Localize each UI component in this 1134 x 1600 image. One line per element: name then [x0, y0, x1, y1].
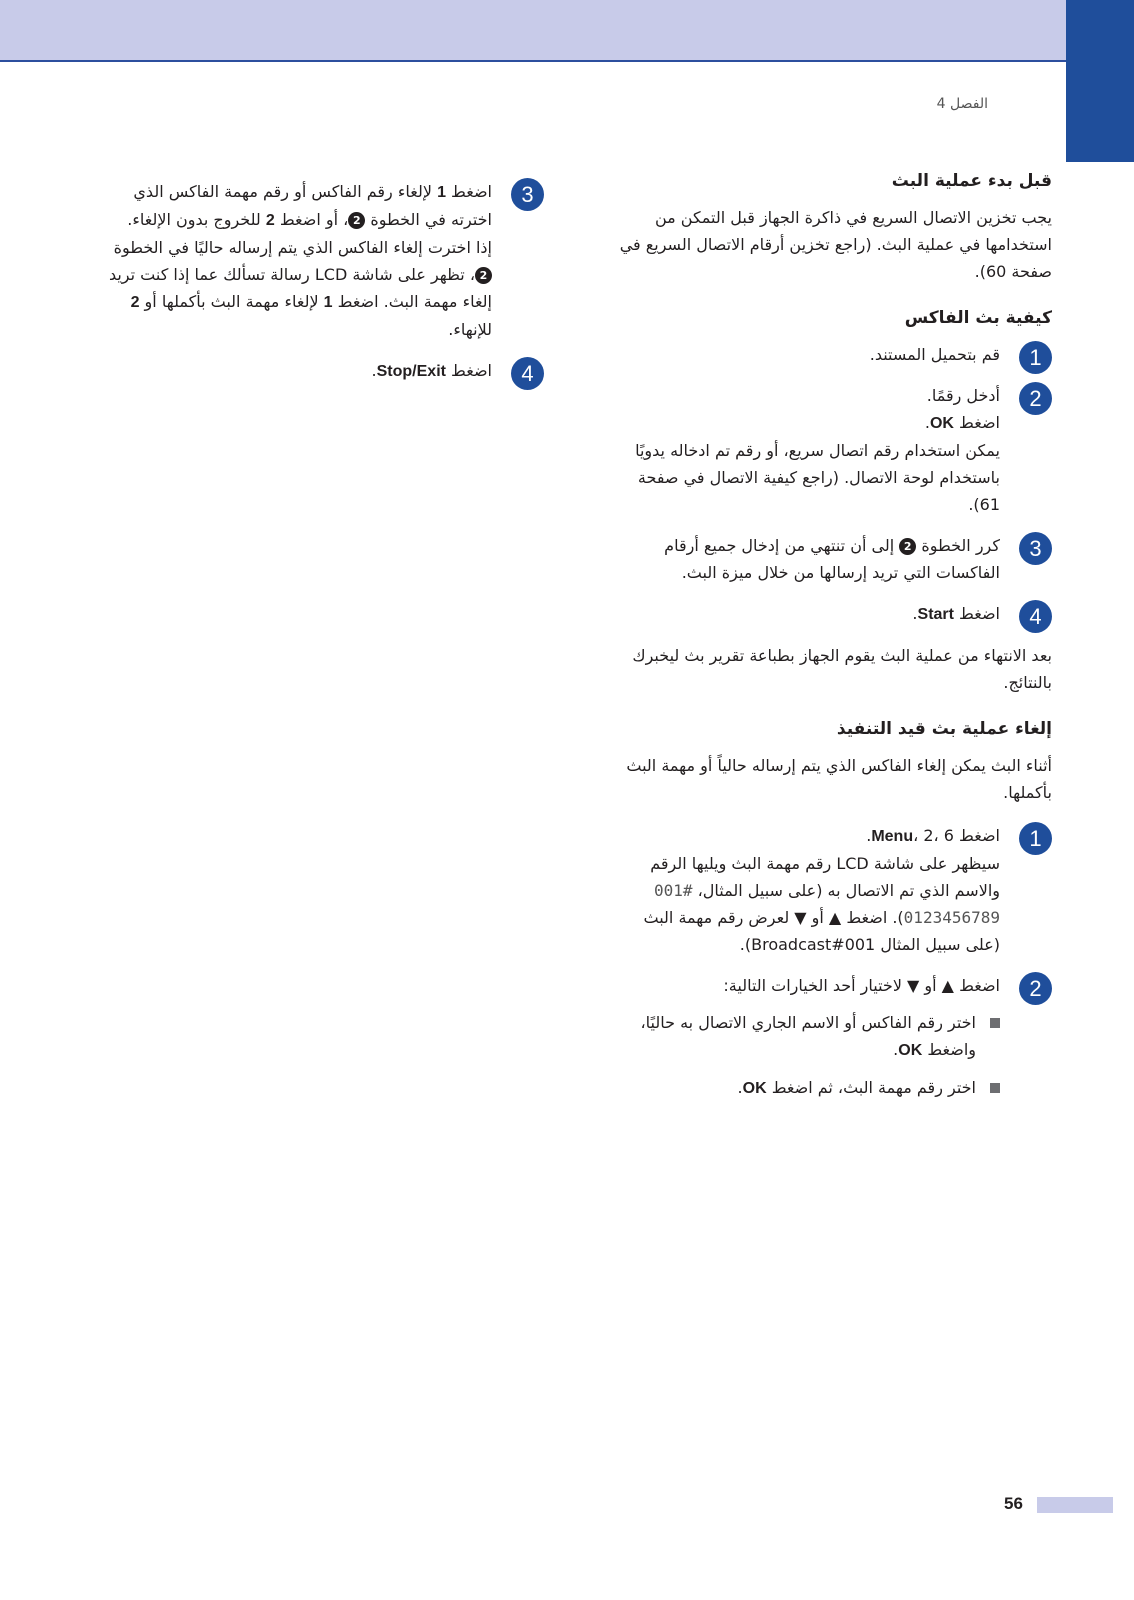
- step-text: كرر الخطوة 2 إلى أن تنتهي من إدخال جميع أرقام الفاكسات التي تريد إرسالها من خلال ميزة البث.: [664, 536, 1000, 583]
- section-title: كيفية بث الفاكس: [904, 308, 1052, 329]
- bullet-icon: [990, 1083, 1000, 1093]
- step-text: اضغط 1 لإلغاء رقم الفاكس أو رقم مهمة الفاكس الذي اخترته في الخطوة 2، أو اضغط 2 للخروج بدون الإلغاء.: [127, 182, 492, 229]
- step-text: قم بتحميل المستند.: [869, 345, 1000, 365]
- chapter-tab: [1066, 0, 1134, 162]
- section-title: قبل بدء عملية البث: [891, 171, 1052, 191]
- section-title: إلغاء عملية بث قيد التنفيذ: [836, 719, 1052, 740]
- step-text: اضغط Stop/Exit.: [371, 361, 492, 380]
- step: [612, 600, 1052, 628]
- step: [612, 341, 1052, 371]
- section-body: يجب تخزين الاتصال السريع في ذاكرة الجهاز قبل التمكن من استخدامها في عملية البث. (راجع تخزين أرقام الاتصال السريع في صفحة 60).: [619, 208, 1052, 282]
- header-band: [0, 0, 1066, 62]
- page-number: 56: [1004, 1494, 1023, 1513]
- list-item: اختر رقم الفاكس أو الاسم الجاري الاتصال به حاليًا، واضغط OK.: [612, 1009, 1000, 1064]
- step-number: 3: [511, 178, 544, 211]
- list-item: اختر رقم مهمة البث، ثم اضغط OK.: [612, 1074, 1000, 1102]
- step-ref-badge: 2: [475, 267, 492, 284]
- step-note: يمكن استخدام رقم اتصال سريع، أو رقم تم ادخاله يدويًا باستخدام لوحة الاتصال. (راجع كيفية الاتصال في صفحة 61).: [635, 441, 1000, 515]
- step-number: 1: [1019, 822, 1052, 855]
- section-how-to-broadcast: [612, 307, 1052, 696]
- page-number-bar: [1037, 1497, 1113, 1513]
- left-column: [104, 178, 544, 399]
- section-intro: أثناء البث يمكن إلغاء الفاكس الذي يتم إرساله حالياً أو مهمة البث بأكملها.: [626, 756, 1052, 803]
- section-cancel-broadcast: [612, 718, 1052, 1102]
- step-note: سيظهر على شاشة LCD رقم مهمة البث ويليها الرقم والاسم الذي تم الاتصال به (على سبيل المثال، #001 0123456789). اضغط ▲ أو ▼ لعرض رقم مهمة البث (على سبيل المثال Broadcast#001).: [643, 854, 1000, 955]
- step-text: اضغط ▲ أو ▼ لاختيار أحد الخيارات التالية:: [723, 976, 1000, 996]
- step: [612, 382, 1052, 518]
- right-column: [612, 170, 1052, 1124]
- step-text: أدخل رقمًا.: [926, 386, 1000, 406]
- step: [612, 532, 1052, 586]
- step: [104, 178, 544, 343]
- step-text: اضغط Menu، 2، 6.: [866, 826, 1000, 846]
- after-note: بعد الانتهاء من عملية البث يقوم الجهاز بطباعة تقرير بث ليخبرك بالنتائج.: [632, 646, 1052, 693]
- step-ref-badge: 2: [348, 212, 365, 229]
- bullet-icon: [990, 1018, 1000, 1028]
- step-number: 3: [1019, 532, 1052, 565]
- step-number: 1: [1019, 341, 1052, 374]
- step-number: 4: [1019, 600, 1052, 633]
- section-before-broadcast: [612, 170, 1052, 285]
- chapter-label: الفصل 4: [936, 96, 988, 112]
- step: [612, 972, 1052, 1102]
- step: [104, 357, 544, 385]
- step-number: 2: [1019, 382, 1052, 415]
- step-number: 4: [511, 357, 544, 390]
- step-text: اضغط OK.: [924, 413, 1000, 433]
- step-ref-badge: 2: [899, 538, 916, 555]
- step-note: إذا اخترت إلغاء الفاكس الذي يتم إرساله حاليًا في الخطوة 2، تظهر على شاشة LCD رسالة تسألك عما إذا كنت تريد إلغاء مهمة البث. اضغط 1 لإلغاء مهمة البث بأكملها أو 2 للإنهاء.: [108, 238, 492, 339]
- step-number: 2: [1019, 972, 1052, 1005]
- step-text: اضغط Start.: [912, 604, 1000, 624]
- step: [612, 822, 1052, 958]
